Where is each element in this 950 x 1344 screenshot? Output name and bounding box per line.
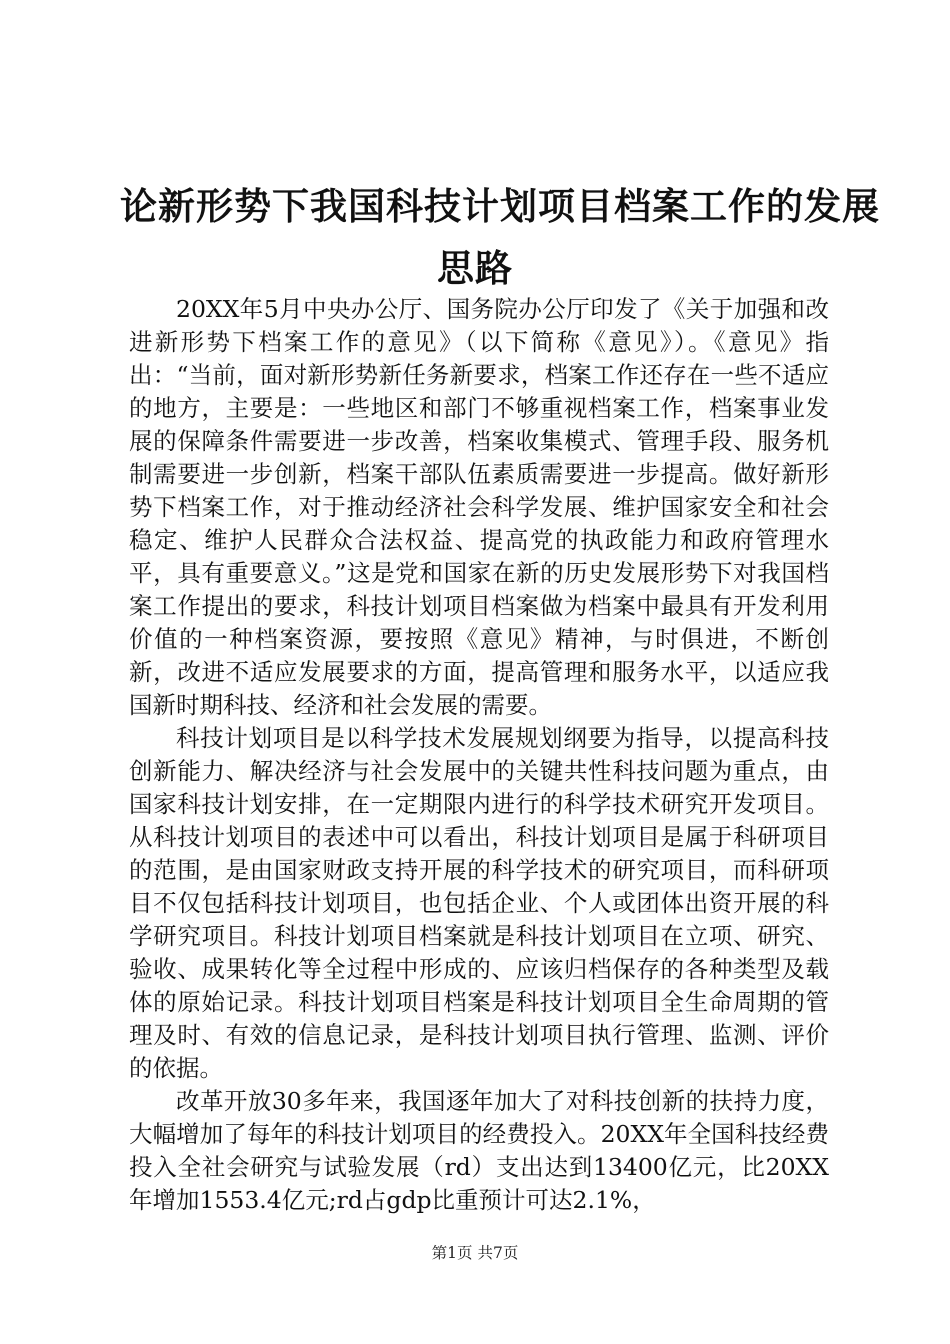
document-title-line-2: 思路 (437, 246, 513, 290)
paragraph-2: 科技计划项目是以科学技术发展规划纲要为指导，以提高科技创新能力、解决经济与社会发展中的关键共性科技问题为重点，由国家科技计划安排，在一定期限内进行的科学技术研究开发项目。从科技计划项目的表述中可以看出，科技计划项目是属于科研项目的范围，是由国家财政支持开展的科学技术的研究项目，而科研项目不仅包括科技计划项目，也包括企业、个人或团体出资开展的科学研究项目。科技计划项目档案就是科技计划项目在立项、研究、验收、成果转化等全过程中形成的、应该归档保存的各种类型及载体的原始记录。科技计划项目档案是科技计划项目全生命周期的管理及时、有效的信息记录，是科技计划项目执行管理、监测、评价的依据。 (129, 724, 829, 1082)
paragraph-1: 20XX年5月中央办公厅、国务院办公厅印发了《关于加强和改进新形势下档案工作的意见》（以下简称《意见》）。《意见》指出：“当前，面对新形势新任务新要求，档案工作还存在一些不适应的地方，主要是：一些地区和部门不够重视档案工作，档案事业发展的保障条件需要进一步改善，档案收集模式、管理手段、服务机制需要进一步创新，档案干部队伍素质需要进一步提高。做好新形势下档案工作，对于推动经济社会科学发展、维护国家安全和社会稳定、维护人民群众合法权益、提高党的执政能力和政府管理水平，具有重要意义。”这是党和国家在新的历史发展形势下对我国档案工作提出的要求，科技计划项目档案做为档案中最具有开发利用价值的一种档案资源，要按照《意见》精神，与时俱进，不断创新，改进不适应发展要求的方面，提高管理和服务水平，以适应我国新时期科技、经济和社会发展的需要。 (129, 295, 829, 719)
document-title-line-1: 论新形势下我国科技计划项目档案工作的发展 (120, 184, 880, 228)
paragraph-3: 改革开放30多年来，我国逐年加大了对科技创新的扶持力度，大幅增加了每年的科技计划项目的经费投入。20XX年全国科技经费投入全社会研究与试验发展（rd）支出达到13400亿元，比20XX年增加1553.4亿元;rd占gdp比重预计可达2.1%， (129, 1087, 829, 1214)
page-number-footer: 第1页 共7页 (431, 1244, 519, 1262)
document-body (129, 293, 829, 1217)
